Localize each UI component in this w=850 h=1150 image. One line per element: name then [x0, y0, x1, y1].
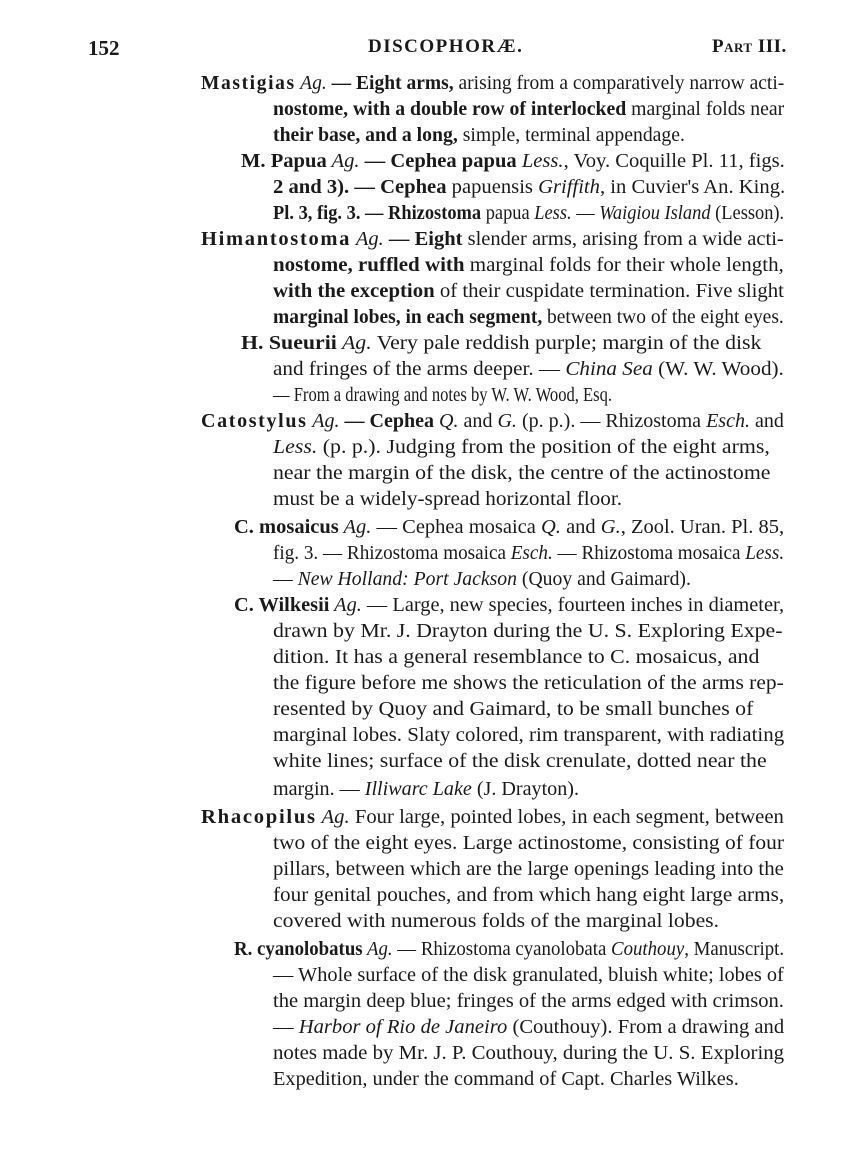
text-line-content [241, 332, 761, 356]
text-line-content [273, 778, 579, 802]
text-line-content [201, 228, 784, 252]
running-title: DISCOPHORÆ. [368, 36, 524, 57]
text-segment: Esch. [510, 543, 553, 564]
text-segment: — Large, new species, fourteen inches in diameter, [361, 595, 785, 616]
text-segment: — Eight [383, 229, 463, 250]
text-segment: papua [481, 203, 535, 224]
text-segment: Waigiou Island [599, 203, 711, 224]
text-segment: must be a widely-spread horizontal floor. [273, 489, 623, 510]
text-line-content [241, 150, 785, 174]
text-segment: slender arms, arising from a wide acti- [462, 229, 784, 250]
text-segment: , in Cuvier's An. King. [599, 177, 786, 198]
text-segment: R. cyanolobatus [234, 939, 363, 960]
text-segment: — Whole surface of the disk granulated, bluish white; lobes of [273, 965, 784, 986]
text-line [273, 358, 784, 382]
genus-name: Rhacopilus [201, 807, 317, 828]
text-line [273, 832, 785, 856]
text-line [273, 858, 784, 882]
text-line [273, 1042, 785, 1066]
text-segment: G. [497, 411, 517, 432]
text-segment: of their cuspidate termination. Five slight [434, 281, 784, 302]
text-segment: Ag. [307, 411, 340, 432]
text-segment: — [571, 203, 600, 224]
text-segment: their base, and a long, [273, 125, 458, 146]
text-line [201, 72, 784, 96]
text-segment: marginal folds near [626, 99, 785, 120]
text-segment: (Couthouy). From a drawing and [507, 1017, 785, 1038]
text-line-content [273, 306, 784, 330]
text-line-content [273, 542, 784, 566]
text-line-content [273, 436, 770, 460]
text-line [273, 698, 754, 722]
genus-name: Mastigias [201, 73, 296, 94]
text-line-content [273, 884, 784, 908]
text-segment: drawn by Mr. J. Drayton during the U. S. Exploring Expe- [273, 621, 783, 642]
text-segment: Less. [745, 543, 785, 564]
text-segment: Ag. [362, 939, 393, 960]
text-segment: Ag. [336, 333, 372, 354]
text-line-content [273, 724, 784, 748]
text-segment: Ag. [316, 807, 350, 828]
text-line-content [201, 410, 784, 434]
text-segment: Expedition, under the command of Capt. Charles Wilkes. [273, 1069, 739, 1090]
text-segment: H. Sueurii [241, 333, 337, 354]
text-segment: Q. [434, 411, 459, 432]
text-line-content [273, 910, 719, 934]
text-segment: fig. 3. — Rhizostoma mosaica [273, 543, 511, 564]
text-line [273, 462, 771, 486]
text-segment: Less. [516, 151, 564, 172]
text-line [273, 1016, 785, 1040]
part-label: Part III. [712, 36, 787, 57]
text-segment: G. [600, 517, 621, 538]
text-line-content [273, 1016, 784, 1040]
page-header [0, 36, 850, 66]
text-line-content [273, 568, 691, 592]
text-line [234, 594, 785, 618]
text-line-content [273, 98, 784, 122]
text-line-content [273, 698, 753, 722]
text-segment: (p. p.). Judging from the position of the eight arms, [317, 437, 770, 458]
text-line-content [273, 358, 784, 382]
text-line [273, 884, 785, 908]
text-segment: two of the eight eyes. Large actinostome, consisting of four [273, 833, 785, 854]
text-line-content [201, 72, 784, 96]
text-line [273, 990, 784, 1014]
text-line-content [273, 858, 784, 882]
text-segment: Ag. [329, 595, 362, 616]
text-segment: and [560, 517, 601, 538]
text-line-content [273, 280, 784, 304]
text-segment: , Manuscript. [684, 939, 785, 960]
text-segment: margin. — [273, 779, 365, 800]
text-segment: Ag. [338, 517, 372, 538]
text-segment: near the margin of the disk, the centre of the actinostome [273, 463, 771, 484]
text-line-content [273, 1042, 784, 1066]
text-segment: M. Papua [241, 151, 327, 172]
text-segment: , Zool. Uran. Pl. 85, [620, 517, 785, 538]
text-line-content [273, 672, 784, 696]
text-segment: papuensis [446, 177, 539, 198]
text-segment: Less. [273, 437, 318, 458]
text-segment: (W. W. Wood). [652, 359, 784, 380]
text-segment: the margin deep blue; fringes of the arms edged with crimson. [273, 991, 784, 1012]
text-segment: nostome, ruffled with [273, 255, 465, 276]
text-segment: white lines; surface of the disk crenulate, dotted near the [273, 751, 767, 772]
page-number: 152 [88, 36, 120, 60]
text-segment: Griffith [538, 177, 600, 198]
text-line-content [234, 938, 784, 962]
text-line-content [201, 806, 784, 830]
text-segment: — From a drawing and notes by W. W. Wood, Esq. [273, 385, 613, 406]
text-segment: and fringes of the arms deeper. — [273, 359, 566, 380]
text-segment: — Cephea papua [359, 151, 517, 172]
text-segment: New Holland: Port Jackson [297, 569, 517, 590]
genus-name: Catostylus [201, 411, 308, 432]
text-line [273, 176, 786, 200]
text-line [273, 488, 623, 512]
text-segment: dition. It has a general resemblance to C. mosaicus, and [273, 647, 760, 668]
text-segment: — Eight arms, [326, 73, 454, 94]
text-segment: Harbor of Rio de Janeiro [298, 1017, 508, 1038]
text-segment: Very pale reddish purple; margin of the disk [371, 333, 762, 354]
text-line-content [273, 384, 612, 408]
text-line-content [273, 646, 759, 670]
text-segment: between two of the eight eyes. [542, 307, 784, 328]
text-line [273, 384, 672, 408]
text-segment: Illiwarc Lake [364, 779, 472, 800]
text-segment: China Sea [565, 359, 653, 380]
text-segment: — Rhizostoma mosaica [552, 543, 746, 564]
text-segment: (Quoy and Gaimard). [516, 569, 691, 590]
text-segment: , Voy. Coquille Pl. 11, figs. [563, 151, 785, 172]
text-line [273, 1068, 739, 1092]
text-line-content [273, 1068, 739, 1092]
text-segment: — Cephea [339, 411, 435, 432]
text-line-content [273, 176, 785, 200]
text-line [273, 964, 784, 988]
text-line [273, 306, 785, 330]
text-segment: marginal lobes. Slaty colored, rim transparent, with radiating [273, 725, 785, 746]
text-segment: pillars, between which are the large openings leading into the [273, 859, 784, 880]
text-segment: Q. [541, 517, 561, 538]
text-line-content [273, 462, 771, 486]
text-line-content [273, 620, 783, 644]
text-line [201, 410, 784, 434]
text-segment: simple, terminal appendage. [457, 125, 685, 146]
text-segment: Less. [534, 203, 572, 224]
text-segment: — Rhizostoma cyanolobata [392, 939, 612, 960]
text-line-content [234, 516, 784, 540]
text-segment: C. Wilkesii [234, 595, 330, 616]
text-segment: notes made by Mr. J. P. Couthouy, during the U. S. Exploring [273, 1043, 785, 1064]
text-line-content [273, 124, 685, 148]
text-line [234, 938, 804, 962]
text-segment: C. mosaicus [234, 517, 339, 538]
text-line [273, 202, 814, 226]
text-line [234, 516, 785, 540]
text-segment: nostome, with a double row of interlocked [273, 99, 627, 120]
text-line [273, 124, 685, 148]
text-line [273, 778, 580, 802]
text-line [273, 280, 784, 304]
text-segment: marginal lobes, in each segment, [273, 307, 543, 328]
text-line [273, 620, 783, 644]
text-line-content [273, 990, 784, 1014]
text-line-content [273, 202, 784, 226]
text-segment: Esch. [706, 411, 751, 432]
text-segment: Ag. [295, 73, 327, 94]
text-line [241, 150, 785, 174]
text-segment: 2 and 3). — Cephea [273, 177, 447, 198]
text-line [273, 724, 785, 748]
text-segment: (J. Drayton). [471, 779, 580, 800]
text-line [273, 750, 767, 774]
text-segment: — [273, 1017, 299, 1038]
genus-name: Himantostoma [201, 229, 352, 250]
text-segment: arising from a comparatively narrow acti- [453, 73, 785, 94]
text-line [273, 910, 720, 934]
text-segment: marginal folds for their whole length, [464, 255, 784, 276]
text-line-content [273, 750, 767, 774]
text-line-content [273, 488, 622, 512]
text-segment: (p. p.). — Rhizostoma [516, 411, 707, 432]
text-line-content [273, 964, 784, 988]
text-line [273, 646, 760, 670]
text-segment: Couthouy [611, 939, 685, 960]
text-line [273, 254, 784, 278]
text-segment: Ag. [326, 151, 360, 172]
text-segment: Pl. 3, fig. 3. — Rhizostoma [273, 203, 482, 224]
text-segment: four genital pouches, and from which hang eight large arms, [273, 885, 785, 906]
text-line-content [273, 832, 784, 856]
text-segment: covered with numerous folds of the marginal lobes. [273, 911, 720, 932]
text-segment: the figure before me shows the reticulation of the arms rep- [273, 673, 784, 694]
text-segment: Ag. [351, 229, 384, 250]
text-segment: resented by Quoy and Gaimard, to be small bunches of [273, 699, 754, 720]
text-segment: — Cephea mosaica [371, 517, 542, 538]
text-line [241, 332, 762, 356]
text-segment: and [458, 411, 498, 432]
text-segment: and [750, 411, 784, 432]
text-line [273, 98, 785, 122]
text-segment: Four large, pointed lobes, in each segment, between [349, 807, 784, 828]
text-line [273, 672, 784, 696]
text-line-content [273, 254, 784, 278]
text-line-content [234, 594, 784, 618]
text-segment: — [273, 569, 298, 590]
text-segment: with the exception [273, 281, 435, 302]
text-segment: (Lesson). [710, 203, 785, 224]
text-line [273, 542, 794, 566]
text-line [273, 436, 770, 460]
text-line [273, 568, 691, 592]
text-line [201, 806, 784, 830]
text-line [201, 228, 784, 252]
